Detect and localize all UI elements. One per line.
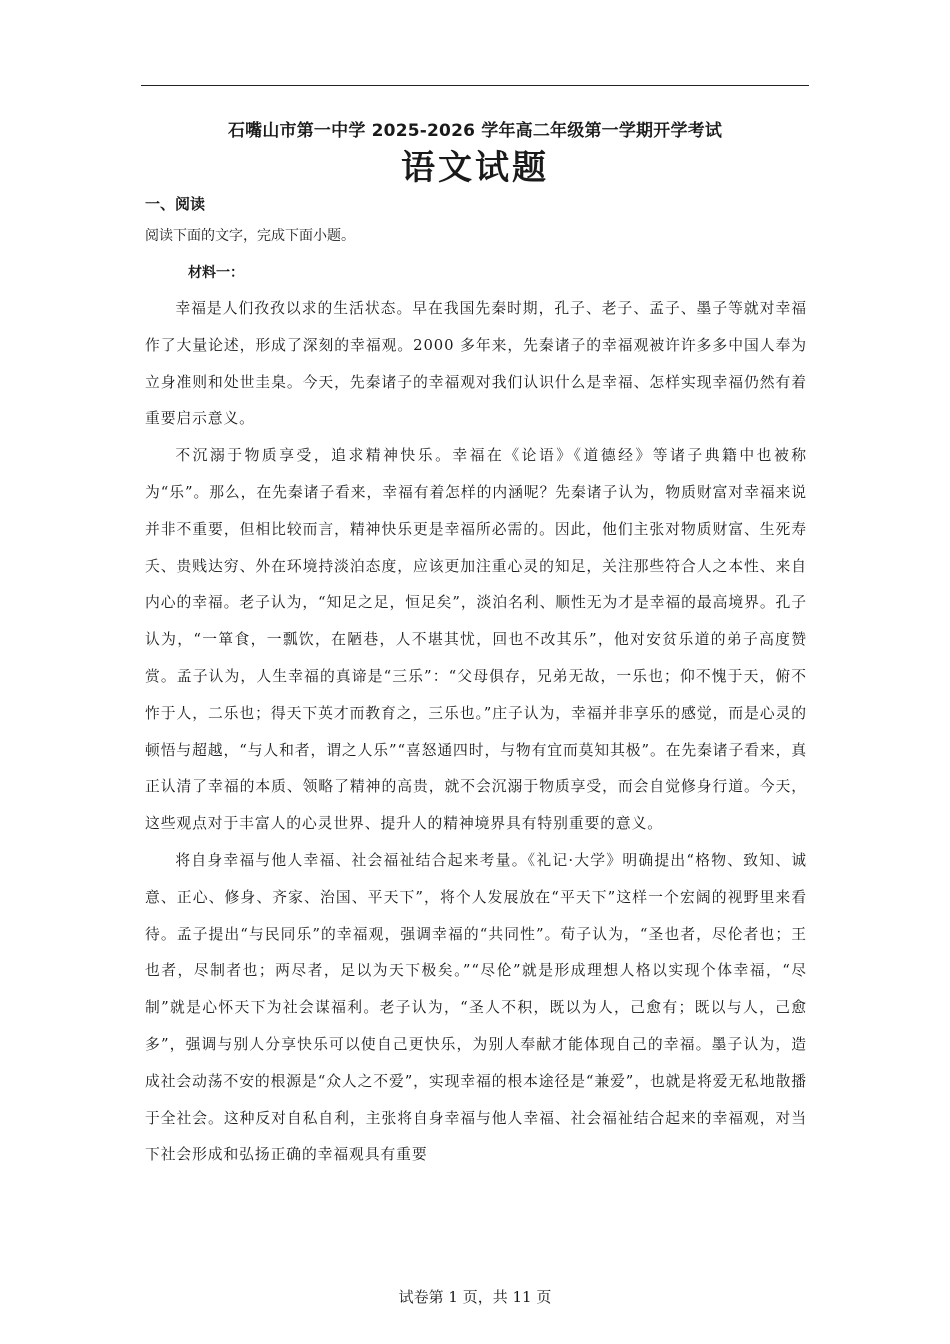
page-number: 试卷第 1 页，共 11 页 <box>398 1288 552 1306</box>
paragraph-social-welfare: 将自身幸福与他人幸福、社会福祉结合起来考量。《礼记·大学》明确提出“格物、致知、诚意、正心、修身、齐家、治国、平天下”，将个人发展放在“平天下”这样一个宏阔的视野里来看待。孟子提出“与民同乐”的幸福观，强调幸福的“共同性”。荀子认为，“圣也者，尽伦者也；王也者，尽制者也；两尽者，足以为天下极矣。”“尽伦”就是形成理想人格以实现个体幸福，“尽制”就是心怀天下为社会谋福利。老子认为，“圣人不积，既以为人，己愈有；既以与人，己愈多”，强调与别人分享快乐可以使自己更快乐，为别人奉献才能体现自己的幸福。墨子认为，造成社会动荡不安的根源是“众人之不爱”，实现幸福的根本途径是“兼爱”，也就是将爱无私地散播于全社会。这种反对自私自利，主张将自身幸福与他人幸福、社会福祉结合起来的幸福观，对当下社会形成和弘扬正确的幸福观具有重要 <box>145 851 807 1164</box>
paragraph-spiritual-joy: 不沉溺于物质享受，追求精神快乐。幸福在《论语》《道德经》等诸子典籍中也被称为“乐”。那么，在先秦诸子看来，幸福有着怎样的内涵呢？先秦诸子认为，物质财富对幸福来说并非不重要，但相比较而言，精神快乐更是幸福所必需的。因此，他们主张对物质财富、生死寿夭、贵贱达穷、外在环境持淡泊态度，应该更加注重心灵的知足，关注那些符合人之本性、来自内心的幸福。老子认为，“知足之足，恒足矣”，淡泊名利、顺性无为才是幸福的最高境界。孔子认为，“一箪食，一瓢饮，在陋巷，人不堪其忧，回也不改其乐”，他对安贫乐道的弟子高度赞赏。孟子认为，人生幸福的真谛是“三乐”：“父母俱存，兄弟无故，一乐也；仰不愧于天，俯不怍于人，二乐也；得天下英才而教育之，三乐也。”庄子认为，幸福并非享乐的感觉，而是心灵的顿悟与超越，“与人和者，谓之人乐”“喜怒通四时，与物有宜而莫知其极”。在先秦诸子看来，真正认清了幸福的本质、领略了精神的高贵，就不会沉溺于物质享受，而会自觉修身行道。今天，这些观点对于丰富人的心灵世界、提升人的精神境界具有特别重要的意义。 <box>145 447 807 833</box>
section-heading: 一、阅读 <box>145 195 206 213</box>
exam-title: 石嘴山市第一中学 2025-2026 学年高二年级第一学期开学考试 <box>227 121 723 141</box>
reading-instruction: 阅读下面的文字，完成下面小题。 <box>145 228 355 244</box>
material-label: 材料一： <box>188 265 244 281</box>
paragraph-intro: 幸福是人们孜孜以求的生活状态。早在我国先秦时期，孔子、老子、孟子、墨子等就对幸福作了大量论述，形成了深刻的幸福观。2000 多年来，先秦诸子的幸福观被许许多多中国人奉为立身准则和处世圭臬。今天，先秦诸子的幸福观对我们认识什么是幸福、怎样实现幸福仍然有着重要启示意义。 <box>145 300 807 428</box>
article-body <box>145 291 807 1174</box>
subject-title: 语文试题 <box>401 148 549 188</box>
header-rule <box>141 85 809 86</box>
